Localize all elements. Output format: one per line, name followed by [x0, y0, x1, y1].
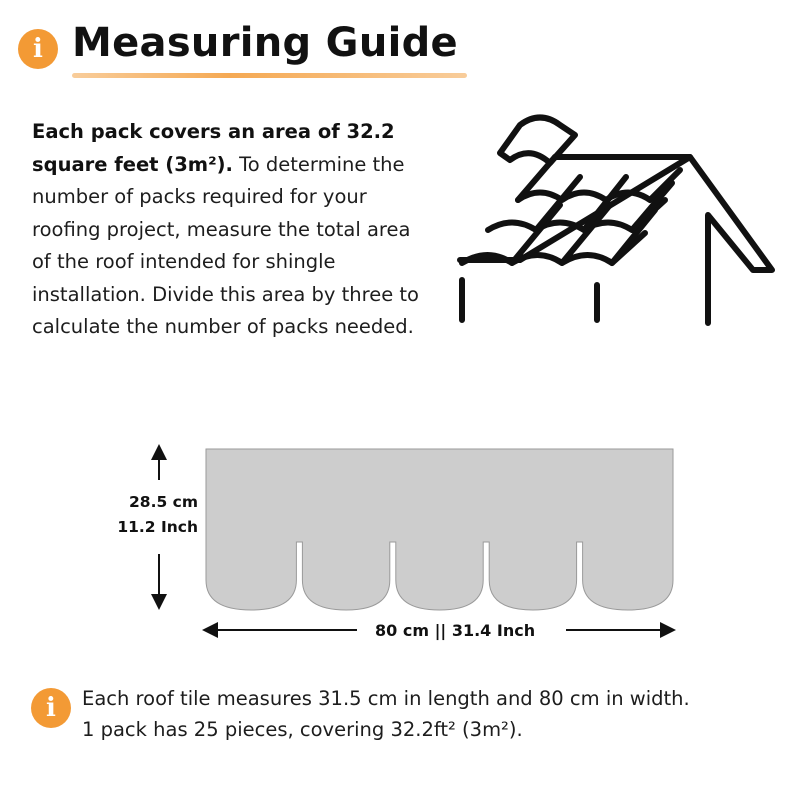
intro-bold-text: Each pack covers an area of 32.2 square feet (3m²). [32, 120, 395, 176]
roof-icon [440, 105, 780, 335]
tile-note-line-2: 1 pack has 25 pieces, covering 32.2ft² (3m²). [82, 718, 523, 741]
height-cm-label: 28.5 cm [129, 493, 198, 511]
height-inch-label: 11.2 Inch [117, 518, 198, 536]
shingle-diagram [0, 430, 800, 650]
tile-note [82, 683, 782, 745]
width-label: 80 cm || 31.4 Inch [375, 621, 536, 640]
intro-paragraph [32, 116, 432, 344]
tile-note-line-1: Each roof tile measures 31.5 cm in length and 80 cm in width. [82, 687, 690, 710]
shingle-tile [206, 449, 673, 610]
info-icon: i [18, 29, 58, 69]
page-title: Measuring Guide [72, 20, 458, 66]
title-underline [72, 73, 467, 78]
intro-body-text: To determine the number of packs required for your roofing project, measure the total area of the roof intended for shingle installation. Divide this area by three to calculate the number of packs needed. [32, 152, 419, 338]
info-icon: i [31, 688, 71, 728]
shingle-tile-shape [206, 449, 673, 610]
